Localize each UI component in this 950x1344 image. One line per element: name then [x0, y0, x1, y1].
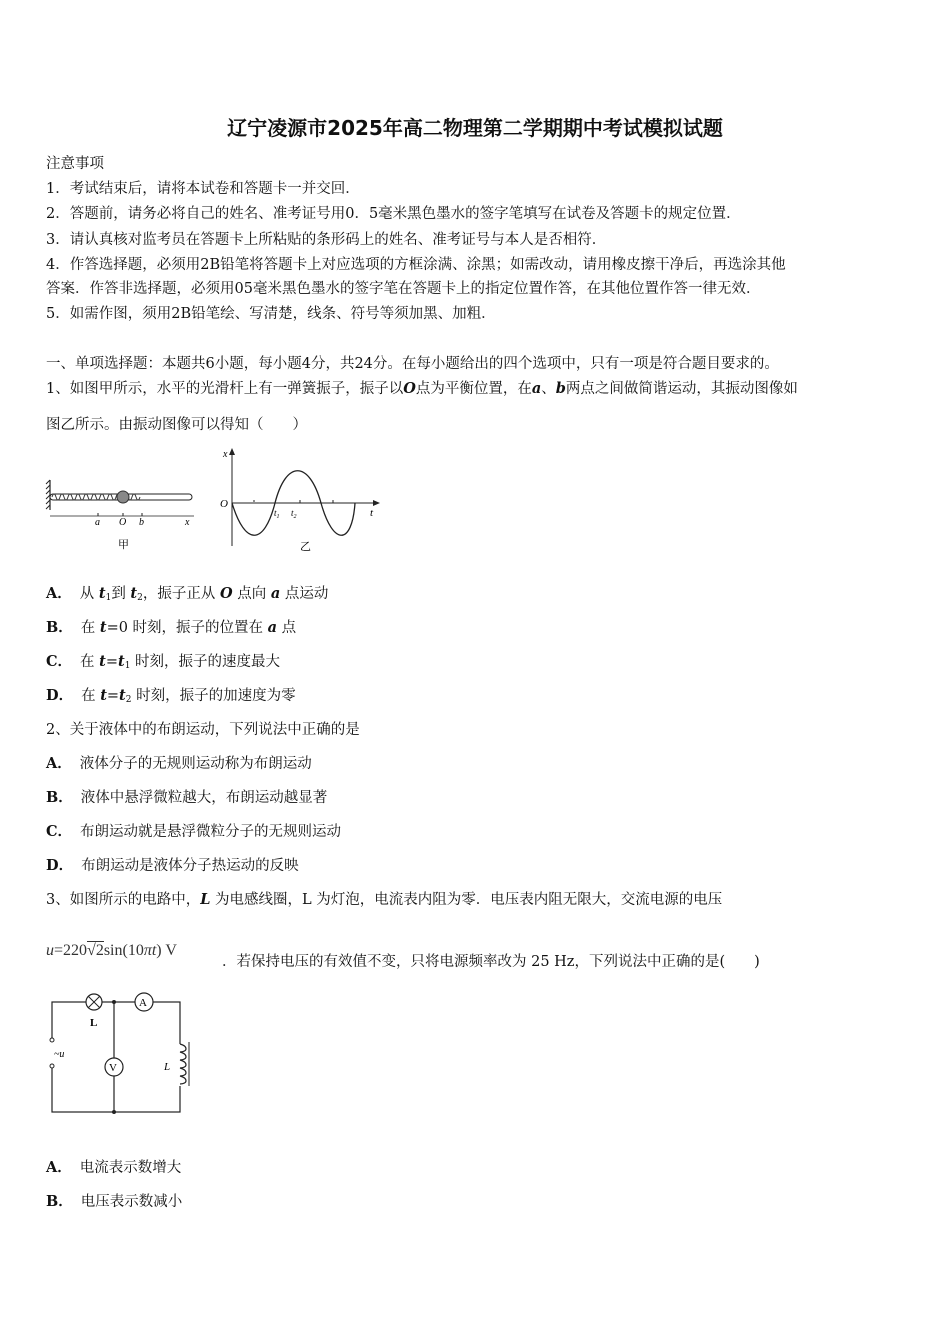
- page-title: 辽宁凌源市2025年高二物理第二学期期中考试模拟试题: [227, 116, 723, 140]
- note-item: 4．作答选择题，必须用2B铅笔将答题卡上对应选项的方框涂满、涂黑；如需改动，请用橡皮擦干净后，再选涂其他: [46, 257, 786, 273]
- label-O: O: [119, 517, 127, 528]
- svg-text:t2: $t_2$: [291, 508, 297, 520]
- axis-t-label: t: [370, 507, 374, 519]
- voltmeter-label: V: [109, 1062, 117, 1074]
- q3-option-A: A． 电流表示数增大: [46, 1159, 182, 1176]
- note-item: 3．请认真核对监考员在答题卡上所粘贴的条形码上的姓名、准考证号与本人是否相符．: [46, 232, 607, 248]
- coil-label: L: [164, 1061, 171, 1073]
- label-a: a: [95, 517, 100, 528]
- origin-label: O: [220, 498, 228, 510]
- q2-option-B: B． 液体中悬浮微粒越大，布朗运动越显著: [46, 789, 328, 806]
- q1-option-D: D． 在 $t=t_2$ 时刻，振子的加速度为零: [46, 687, 296, 705]
- axis-x-label: x: [223, 449, 228, 460]
- note-item: 5．如需作图，须用2B铅笔绘、写清楚，线条、符号等须加黑、加粗．: [46, 306, 496, 322]
- question-3-stem: 3、如图所示的电路中，L 为电感线圈，L 为灯泡，电流表内阻为零．电压表内阻无限大，交流电源的电压: [46, 891, 723, 908]
- svg-text:t1: $t_1$: [274, 508, 280, 520]
- label-x: x: [185, 517, 190, 528]
- figure-vibration-graph: [214, 446, 384, 556]
- caption-jia: 甲: [118, 539, 129, 551]
- note-item: 答案．作答非选择题，必须用05毫米黑色墨水的签字笔在答题卡上的指定位置作答，在其他位置作答一律无效．: [46, 281, 761, 297]
- label-b: b: [139, 517, 144, 528]
- source-label: ~u: [54, 1049, 65, 1060]
- ammeter-label: A: [139, 997, 147, 1009]
- t1-label: t: [274, 508, 277, 518]
- question-1-stem-line2: 图乙所示。由振动图像可以得知（ ）: [46, 417, 307, 433]
- question-3-stem-line2: ．若保持电压的有效值不变，只将电源频率改为 25 Hz，下列说法中正确的是( ): [222, 954, 760, 970]
- note-item: 2．答题前，请务必将自己的姓名、准考证号用0．5毫米黑色墨水的签字笔填写在试卷及答题卡的规定位置．: [46, 206, 741, 222]
- q2-option-A: A． 液体分子的无规则运动称为布朗运动: [46, 755, 312, 772]
- t2-label: t: [291, 508, 294, 518]
- figure-circuit: [44, 992, 194, 1117]
- lamp-label: L: [90, 1017, 98, 1029]
- q2-option-C: C． 布朗运动就是悬浮微粒分子的无规则运动: [46, 823, 342, 840]
- figure-spring-oscillator: [44, 474, 204, 556]
- q1-option-A: A． 从 $t_1$到 $t_2$，振子正从 O 点向 a 点运动: [46, 585, 329, 603]
- notes-heading: 注意事项: [46, 156, 104, 172]
- q1-option-B: B． 在 t=0 时刻，振子的位置在 a 点: [46, 619, 297, 636]
- section-heading: 一、单项选择题：本题共6小题，每小题4分，共24分。在每小题给出的四个选项中，只有一项是符合题目要求的。: [46, 356, 779, 372]
- note-item: 1．考试结束后，请将本试卷和答题卡一并交回．: [46, 181, 360, 197]
- question-2-stem: 2、关于液体中的布朗运动，下列说法中正确的是: [46, 722, 360, 738]
- q1-option-C: C． 在 $t=t_1$ 时刻，振子的速度最大: [46, 653, 281, 671]
- question-1-stem: 1、如图甲所示，水平的光滑杆上有一弹簧振子，振子以O点为平衡位置，在a、b两点之间做简谐运动，其振动图像如: [46, 380, 798, 397]
- q3-option-B: B． 电压表示数减小: [46, 1193, 183, 1210]
- question-3-formula: u=220√2sin(10πt) V: [46, 942, 177, 959]
- q2-option-D: D． 布朗运动是液体分子热运动的反映: [46, 857, 299, 874]
- caption-yi: 乙: [300, 541, 311, 553]
